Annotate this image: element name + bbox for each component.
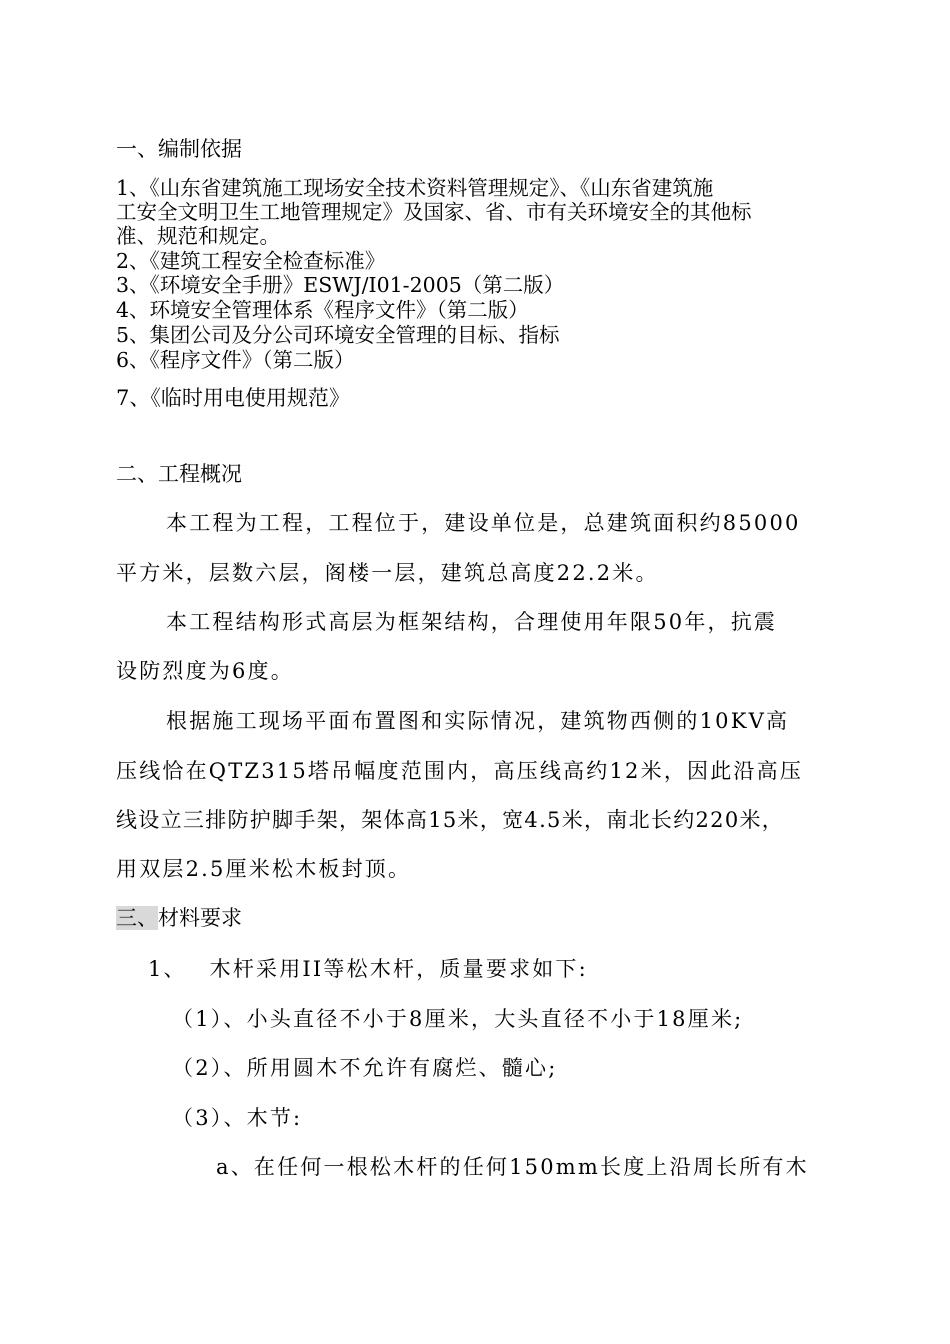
section-heading-materials-text: 材料要求 <box>158 906 242 930</box>
basis-item-1-line-1: 1、《山东省建筑施工现场安全技术资料管理规定》、《山东省建筑施 <box>116 176 714 200</box>
section-heading-basis: 一、编制依据 <box>116 137 242 161</box>
overview-paragraph-1-line-2: 平方米，层数六层，阁楼一层，建筑总高度22.2米。 <box>116 561 659 585</box>
materials-sub-item-3a: a、在任何一根松木杆的任何150mm长度上沿周长所有木 <box>216 1155 809 1179</box>
section-heading-materials-number: 三、 <box>116 906 158 930</box>
basis-item-1-line-2: 工安全文明卫生工地管理规定》及国家、省、市有关环境安全的其他标 <box>116 200 752 224</box>
section-heading-materials <box>116 906 242 930</box>
basis-item-2: 2、《建筑工程安全检查标准》 <box>116 249 386 273</box>
overview-paragraph-2-line-2: 设防烈度为6度。 <box>116 659 294 683</box>
overview-paragraph-2-line-1: 本工程结构形式高层为框架结构，合理使用年限50年，抗震 <box>166 610 778 634</box>
basis-item-5: 5、集团公司及分公司环境安全管理的目标、指标 <box>116 323 560 347</box>
materials-item-1: 1、 木杆采用II等松木杆，质量要求如下: <box>148 957 588 981</box>
materials-sub-item-1: （1）、小头直径不小于8厘米，大头直径不小于18厘米; <box>172 1007 744 1031</box>
basis-item-4: 4、环境安全管理体系《程序文件》（第二版） <box>116 298 529 322</box>
overview-paragraph-3-line-1: 根据施工现场平面布置图和实际情况，建筑物西侧的10KV高 <box>166 709 790 733</box>
overview-paragraph-3-line-3: 线设立三排防护脚手架，架体高15米，宽4.5米，南北长约220米， <box>116 808 785 832</box>
basis-item-1-line-3: 准、规范和规定。 <box>116 224 280 248</box>
section-heading-overview: 二、工程概况 <box>116 462 242 486</box>
materials-sub-item-3: （3）、木节: <box>172 1106 303 1130</box>
materials-sub-item-2: （2）、所用圆木不允许有腐烂、髓心; <box>172 1056 558 1080</box>
basis-item-6: 6、《程序文件》（第二版） <box>116 348 355 372</box>
overview-paragraph-3-line-2: 压线恰在QTZ315塔吊幅度范围内，高压线高约12米，因此沿高压 <box>116 759 804 783</box>
overview-paragraph-1-line-1: 本工程为工程，工程位于，建设单位是，总建筑面积约85000 <box>166 511 801 535</box>
basis-item-7: 7、《临时用电使用规范》 <box>116 386 350 410</box>
basis-item-3: 3、《环境安全手册》ESWJ/I01-2005（第二版） <box>116 273 565 297</box>
overview-paragraph-3-line-4: 用双层2.5厘米松木板封顶。 <box>116 857 412 881</box>
